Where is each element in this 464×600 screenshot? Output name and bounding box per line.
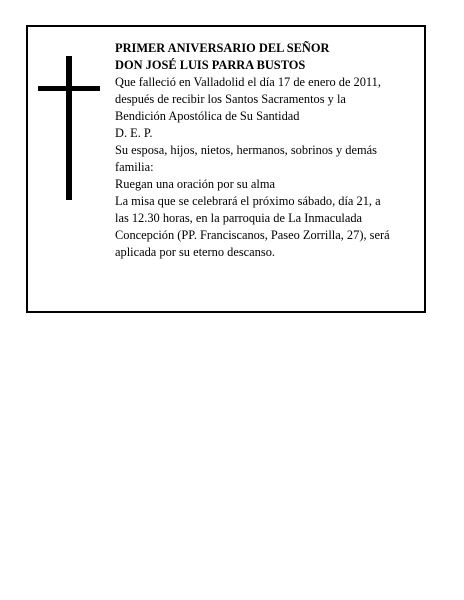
mass-details-line-1: La misa que se celebrará el próximo sábado, día 21, a: [115, 194, 381, 208]
prayer-request: Ruegan una oración por su alma: [115, 177, 275, 191]
cross-vertical-bar: [66, 56, 72, 200]
death-details-line-1: Que falleció en Valladolid el día 17 de enero de 2011,: [115, 75, 381, 89]
cross-horizontal-bar: [38, 86, 100, 91]
notice-title-line-2: DON JOSÉ LUIS PARRA BUSTOS: [115, 58, 306, 72]
death-details-line-3: Bendición Apostólica de Su Santidad: [115, 109, 300, 123]
obituary-notice: [26, 25, 426, 313]
family-line-2: familia:: [115, 160, 154, 174]
mass-details-line-4: aplicada por su eterno descanso.: [115, 245, 275, 259]
mass-details-line-3: Concepción (PP. Franciscanos, Paseo Zorrilla, 27), será: [115, 228, 390, 242]
cross-icon: [38, 56, 100, 200]
rip-abbreviation: D. E. P.: [115, 126, 153, 140]
notice-text: [115, 40, 425, 261]
family-line-1: Su esposa, hijos, nietos, hermanos, sobrinos y demás: [115, 143, 377, 157]
death-details-line-2: después de recibir los Santos Sacramentos y la: [115, 92, 346, 106]
notice-title-line-1: PRIMER ANIVERSARIO DEL SEÑOR: [115, 41, 330, 55]
mass-details-line-2: las 12.30 horas, en la parroquia de La Inmaculada: [115, 211, 363, 225]
